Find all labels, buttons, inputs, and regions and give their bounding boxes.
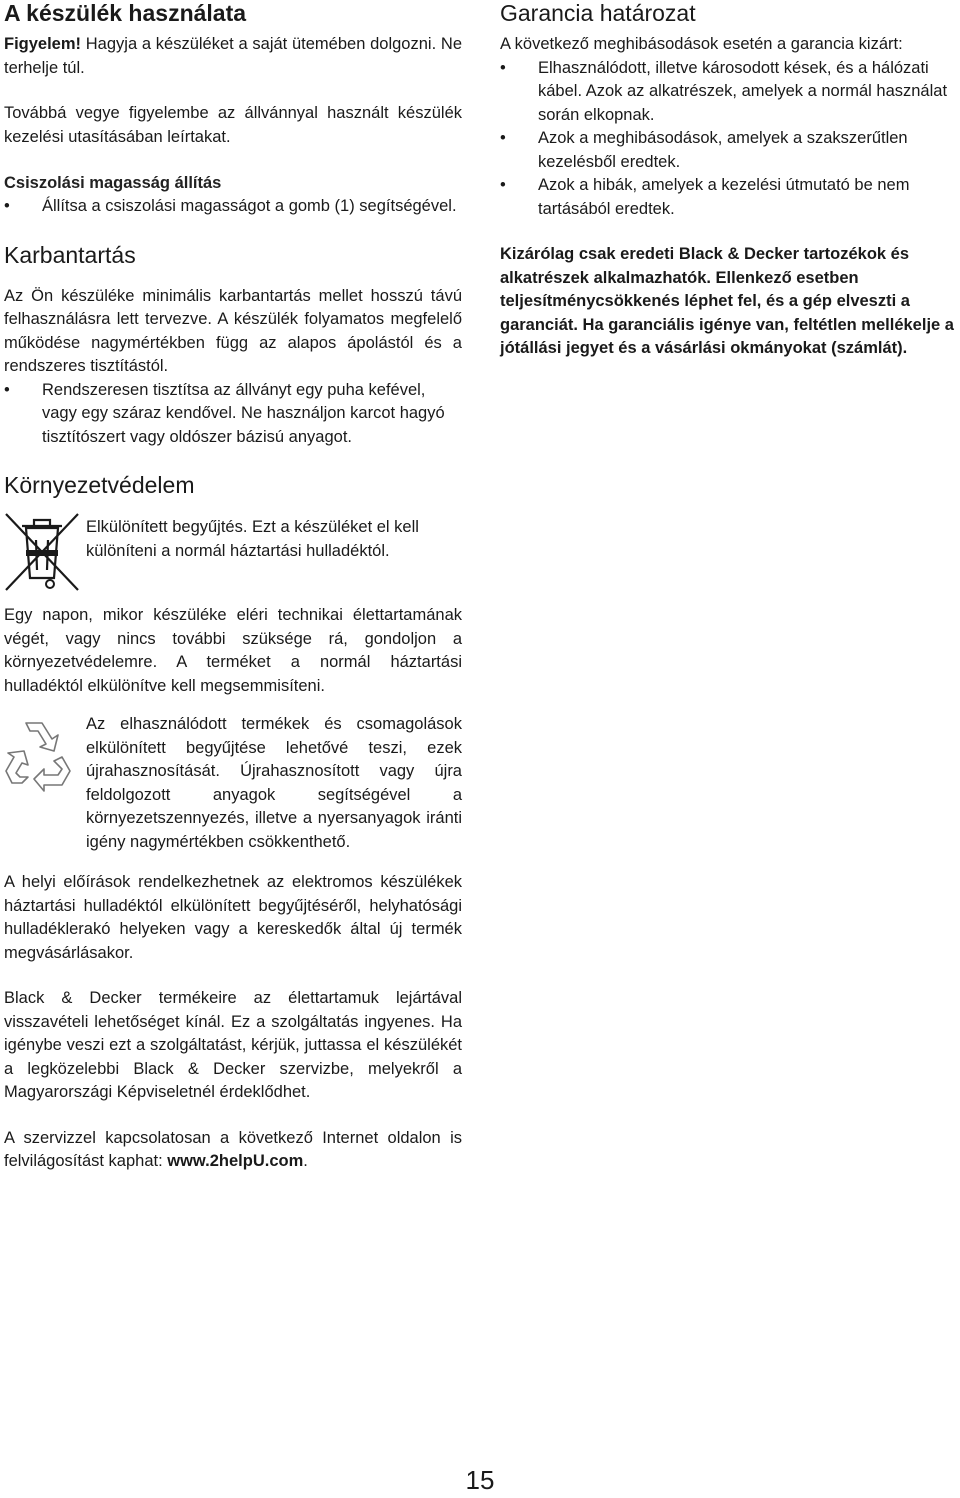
recycle-icon [4,713,82,803]
height-list [4,195,462,219]
warning-text: Hagyja a készüléket a saját ütemében dolgozni. Ne terhelje túl. [4,35,462,77]
stand-paragraph: Továbbá vegye figyelembe az állvánnyal használt készülék kezelési utasításában leírtakat. [4,104,462,146]
list-item: • Azok a hibák, amelyek a kezelési útmutató be nem tartásából eredtek. [500,176,910,218]
page-number: 15 [465,1465,495,1495]
takeback-paragraph: Black & Decker termékeire az élettartamuk lejártával visszavételi lehetőséget kínál. Ez a szolgáltatás ingyenes. Ha igénybe veszi ezt a szolgáltatást, kérjük, juttassa el készülékét a legközelebbi Black & Decker szervizbe, melyekről a Magyarországi Képviseletnél érdeklődhet. [4,989,462,1101]
maintenance-title: Karbantartás [4,241,136,268]
service-text: A szervizzel kapcsolatosan a következő Internet oldalon is felvilágosítást kaphat: [4,1128,462,1170]
warranty-title: Garancia határozat [500,0,696,26]
warranty-intro: A következő meghibásodások esetén a garancia kizárt: [500,35,903,53]
end-of-life-paragraph: Egy napon, mikor készüléke eléri technikai élettartamának végét, vagy nincs további szüksége rá, gondoljon a környezetvédelemre. A terméket a normál háztartási hulladéktól elkülönítve kell megsemmisíteni. [4,606,462,695]
list-item: • Állítsa a csiszolási magasságot a gomb (1) segítségével. [4,197,457,215]
service-url-link[interactable]: www.2helpU.com [167,1152,304,1170]
warranty-note: Kizárólag csak eredeti Black & Decker tartozékok és alkatrészek alkalmazhatók. Ellenkező esetben teljesítménycsökkenés léphet fel, és a gép elveszti a garanciát. Ha garanciális igénye van, feltétlen mellékelje a jótállási jegyet és a vásárlási okmányokat (számlát). [500,245,954,357]
warranty-list [500,57,958,222]
local-regulations-paragraph: A helyi előírások rendelkezhetnek az elektromos készülékek háztartási hulladéktól elkülönített begyűjtéséről, helyhatósági hulladéklerakó helyeken vagy a kereskedők által új termék megvásárlásakor. [4,873,462,962]
maintenance-paragraph: Az Ön készüléke minimális karbantartás mellet hosszú távú felhasználásra lett tervezve. A készülék folyamatos megfelelő működése nagymértékben függ az alapos ápolástól és a rendszeres tisztítástól. [4,286,462,375]
service-paragraph: A szervizzel kapcsolatosan a következő Internet oldalon is felvilágosítást kaphat: www.2helpU.com. [4,1128,462,1170]
warning-paragraph [4,33,462,80]
maintenance-list [4,379,462,450]
list-item: • Azok a meghibásodások, amelyek a szakszerűtlen kezelésből eredtek. [500,129,908,171]
recycle-block [4,713,462,854]
list-item: • Rendszeresen tisztítsa az állványt egy puha kefével, vagy egy száraz kendővel. Ne használjon karcot hagyó tisztítószert vagy oldószer bázisú anyagot. [4,380,445,446]
crossed-out-wheelie-bin-icon [4,512,82,592]
separate-collection-block [4,512,462,592]
right-column [500,0,958,361]
list-item: • Elhasználódott, illetve károsodott kések, és a hálózati kábel. Azok az alkatrészek, amelyek a normál használat során elkopnak. [500,58,948,124]
height-title: Csiszolási magasság állítás [4,174,222,192]
left-column [4,0,462,1174]
recycle-text: Az elhasználódott termékek és csomagolások elkülönített begyűjtése lehetővé teszi, ezek újrahasznosítását. Újrahasznosított vagy újra feldolgozott anyagok segítségével a környezetszennyezés, illetve a nyersanyagok iránti igény nagymértékben csökkenthető. [86,715,462,851]
usage-title: A készülék használata [4,0,247,26]
separate-collection-text: Elkülönített begyűjtés. Ezt a készüléket el kell különíteni a normál háztartási hulladéktól. [86,518,419,560]
warning-label: Figyelem! [4,35,82,53]
environment-title: Környezetvédelem [4,472,195,498]
